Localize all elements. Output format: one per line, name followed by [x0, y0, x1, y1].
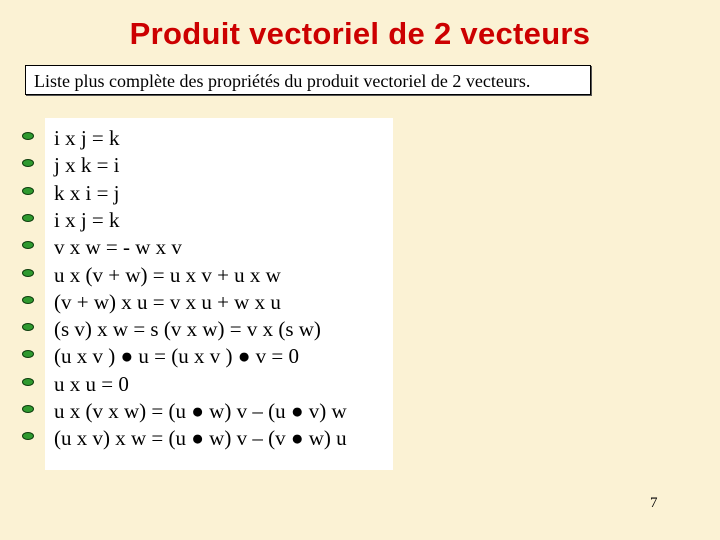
green-oval-bullet-icon [22, 187, 34, 195]
formula-text: u x u = 0 [54, 371, 129, 396]
green-oval-bullet-icon [22, 296, 34, 304]
green-oval-bullet-icon [22, 432, 34, 440]
formula-text: (s v) x w = s (v x w) = v x (s w) [54, 317, 321, 342]
formula-text: (u x v) x w = (u ● w) v – (v ● w) u [54, 426, 347, 451]
green-oval-bullet-icon [22, 159, 34, 167]
green-oval-bullet-icon [22, 214, 34, 222]
green-oval-bullet-icon [22, 269, 34, 277]
slide-title: Produit vectoriel de 2 vecteurs [129, 16, 591, 51]
formula-text: j x k = i [54, 153, 120, 178]
green-oval-bullet-icon [22, 350, 34, 358]
green-oval-bullet-icon [22, 241, 34, 249]
formula-panel [45, 118, 393, 470]
page-number: 7 [650, 495, 658, 511]
green-oval-bullet-icon [22, 405, 34, 413]
formula-text: i x j = k [54, 126, 120, 150]
formula-text: i x j = k [54, 207, 120, 232]
formula-text: u x (v x w) = (u ● w) v – (u ● v) w [54, 399, 347, 423]
formula-text: k x i = j [54, 180, 120, 205]
formula-text: v x w = - w x v [54, 235, 182, 260]
formula-text: (u x v ) ● u = (u x v ) ● v = 0 [54, 344, 300, 369]
green-oval-bullet-icon [22, 132, 34, 140]
subtitle-box: Liste plus complète des propriétés du produit vectoriel de 2 vecteurs. [25, 65, 591, 95]
formula-text: (v + w) x u = v x u + w x u [54, 289, 281, 314]
green-oval-bullet-icon [22, 378, 34, 386]
formula-text: u x (v + w) = u x v + u x w [54, 262, 281, 287]
green-oval-bullet-icon [22, 323, 34, 331]
